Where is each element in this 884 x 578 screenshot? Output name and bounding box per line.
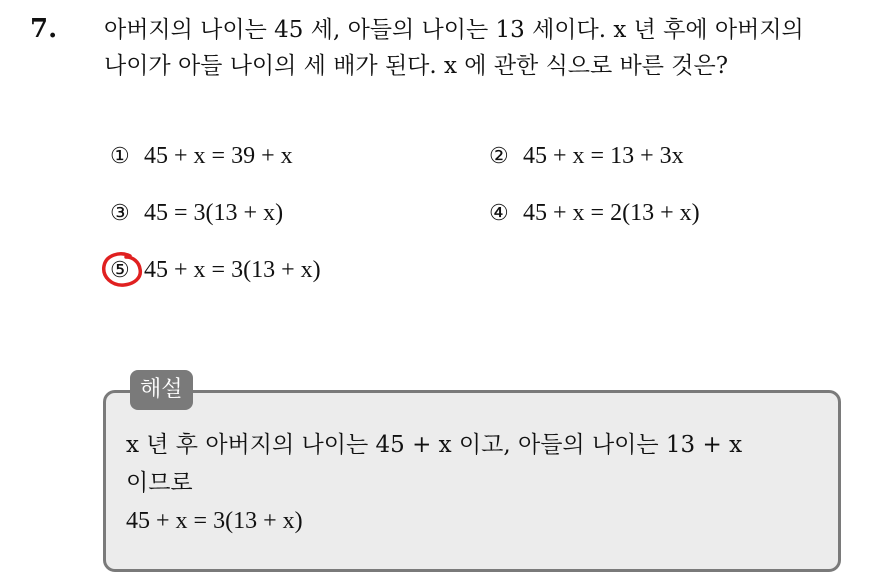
solution-line-3: 45 + x = 3(13 + x)	[126, 508, 303, 534]
choice-1-mark: ①	[110, 144, 130, 169]
choice-3[interactable]	[110, 200, 283, 227]
choice-1-expression: 45 + x = 39 + x	[144, 143, 293, 169]
choice-3-expression: 45 = 3(13 + x)	[144, 200, 284, 226]
solution-text	[126, 426, 836, 540]
choice-4-expression: 45 + x = 2(13 + x)	[523, 200, 700, 226]
question-line-1: 아버지의 나이는 45 세, 아들의 나이는 13 세이다. x 년 후에 아버지의	[104, 17, 804, 43]
choice-2-expression: 45 + x = 13 + 3x	[523, 143, 684, 169]
choice-4-mark: ④	[489, 201, 509, 226]
choice-1[interactable]	[110, 143, 293, 170]
choice-5-expression: 45 + x = 3(13 + x)	[144, 257, 321, 283]
solution-tag: 해설	[130, 370, 193, 410]
choice-4[interactable]	[489, 200, 700, 227]
answer-circle-icon	[100, 250, 148, 290]
choice-2-mark: ②	[489, 144, 509, 169]
question-number: 7.	[30, 14, 58, 44]
question-text	[104, 12, 874, 84]
question-line-2: 나이가 아들 나이의 세 배가 된다. x 에 관한 식으로 바른 것은?	[104, 53, 729, 79]
solution-line-1: x 년 후 아버지의 나이는 45 + x 이고, 아들의 나이는 13 + x	[126, 432, 743, 458]
solution-line-2: 이므로	[126, 470, 193, 496]
choice-5-mark: ⑤	[110, 258, 130, 283]
answer-circle-stroke	[104, 254, 141, 285]
choice-3-mark: ③	[110, 201, 130, 226]
choice-2[interactable]	[489, 143, 684, 170]
